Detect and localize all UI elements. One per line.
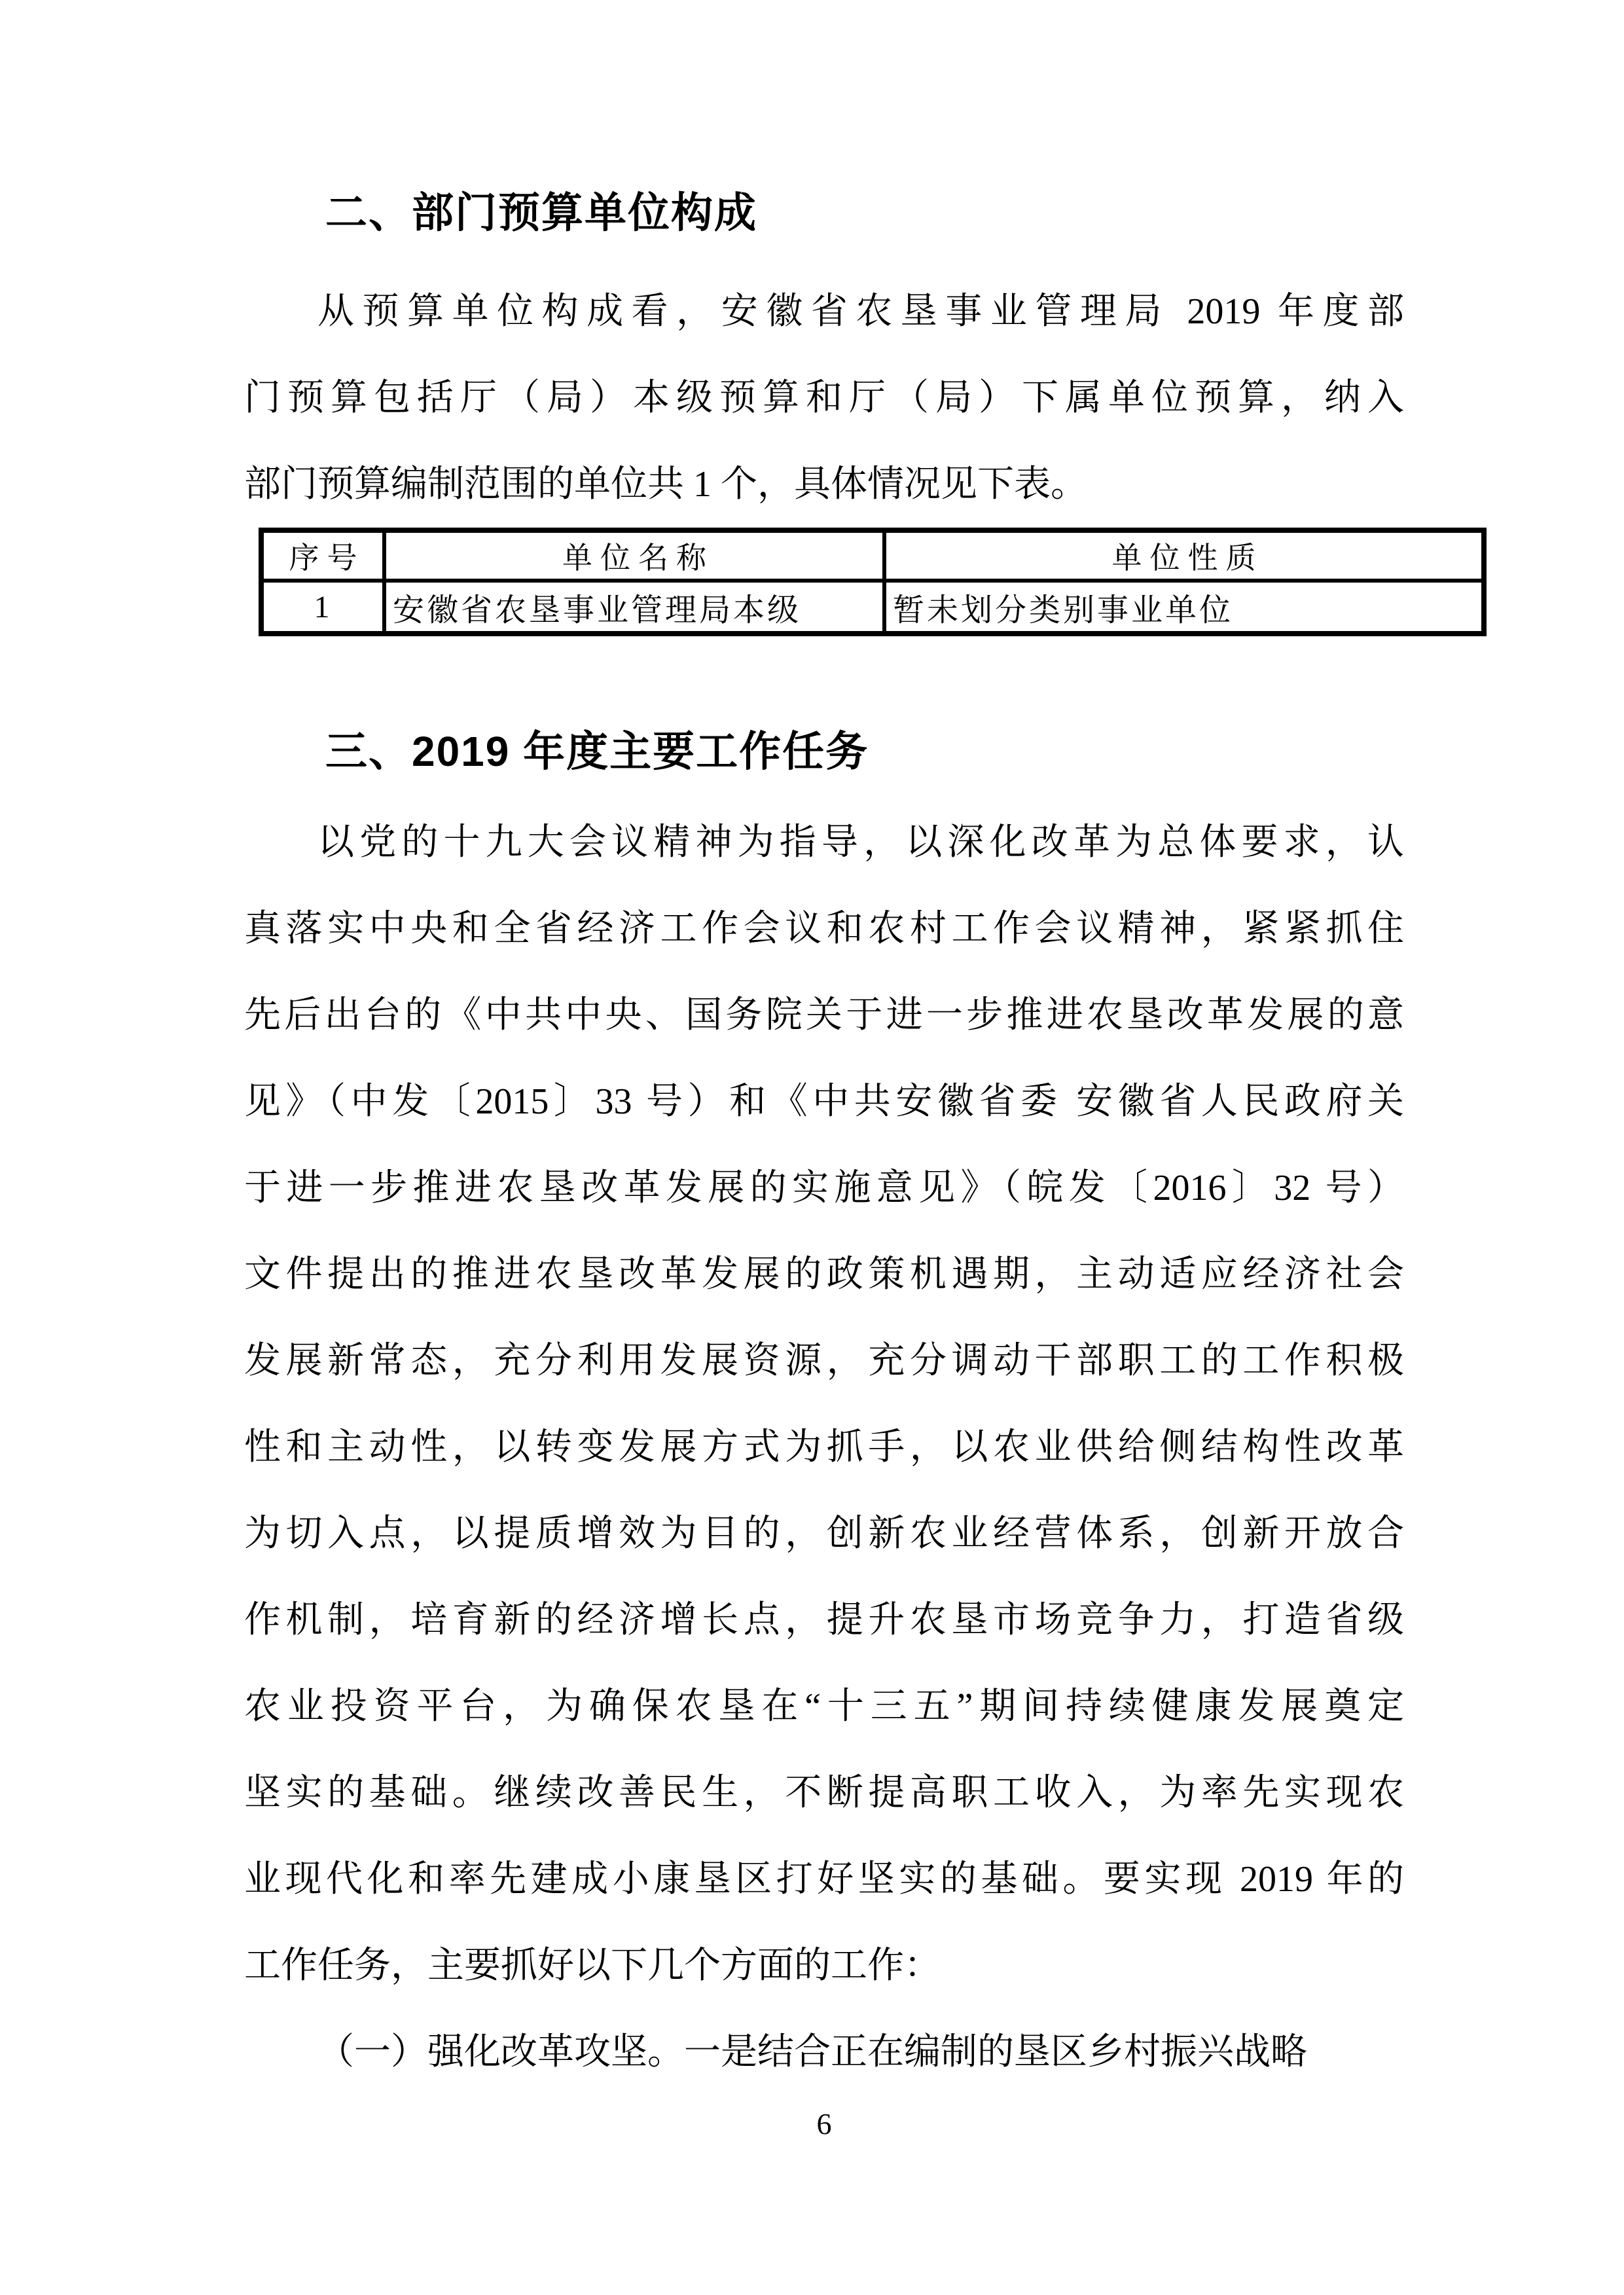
paragraph-line: 于进一步推进农垦改革发展的实施意见》（皖发〔2016〕32 号） <box>244 1168 1404 1208</box>
paragraph-line: 发展新常态，充分利用发展资源，充分调动干部职工的工作积极 <box>244 1341 1404 1381</box>
paragraph-line: 见》（中发〔2015〕33 号）和《中共安徽省委 安徽省人民政府关 <box>244 1081 1404 1122</box>
page-number: 6 <box>816 2107 832 2141</box>
paragraph-line: （一）强化改革攻坚。一是结合正在编制的垦区乡村振兴战略 <box>317 2032 1307 2072</box>
paragraph-line: 农业投资平台，为确保农垦在“十三五”期间持续健康发展奠定 <box>244 1686 1404 1727</box>
table-header-cell: 序号 <box>261 530 384 581</box>
paragraph-line: 以党的十九大会议精神为指导，以深化改革为总体要求，认 <box>317 822 1404 863</box>
section-work-tasks-heading: 三、2019 年度主要工作任务 <box>325 728 869 775</box>
table-cell-unit-name: 安徽省农垦事业管理局本级 <box>384 581 884 634</box>
paragraph-line: 作机制，培育新的经济增长点，提升农垦市场竞争力，打造省级 <box>244 1600 1404 1640</box>
paragraph-line: 文件提出的推进农垦改革发展的政策机遇期，主动适应经济社会 <box>244 1254 1404 1295</box>
paragraph-line: 工作任务，主要抓好以下几个方面的工作： <box>244 1945 941 1986</box>
paragraph-line: 业现代化和率先建成小康垦区打好坚实的基础。要实现 2019 年的 <box>244 1859 1404 1900</box>
section-budget-units-heading: 二、部门预算单位构成 <box>325 189 757 236</box>
paragraph-line: 性和主动性，以转变发展方式为抓手，以农业供给侧结构性改革 <box>244 1427 1404 1468</box>
budget-units-table <box>259 528 1487 636</box>
paragraph-line: 真落实中央和全省经济工作会议和农村工作会议精神，紧紧抓住 <box>244 909 1404 949</box>
table-header-cell: 单位名称 <box>384 530 884 581</box>
table-cell-unit-type: 暂未划分类别事业单位 <box>884 581 1484 634</box>
paragraph-line: 部门预算编制范围的单位共 1 个，具体情况见下表。 <box>244 464 1087 505</box>
work-tasks-paragraph-1 <box>244 799 1404 2009</box>
table-header-cell: 单位性质 <box>884 530 1484 581</box>
work-tasks-paragraph-2 <box>244 2009 1404 2095</box>
paragraph-line: 坚实的基础。继续改善民生，不断提高职工收入，为率先实现农 <box>244 1773 1404 1813</box>
paragraph-line: 从预算单位构成看，安徽省农垦事业管理局 2019 年度部 <box>317 291 1404 332</box>
table-body <box>261 581 1484 634</box>
table-header-row <box>261 530 1484 581</box>
budget-units-paragraph <box>244 268 1404 528</box>
paragraph-line: 先后出台的《中共中央、国务院关于进一步推进农垦改革发展的意 <box>244 995 1404 1036</box>
paragraph-line: 为切入点，以提质增效为目的，创新农业经营体系，创新开放合 <box>244 1513 1404 1554</box>
paragraph-line: 门预算包括厅（局）本级预算和厅（局）下属单位预算，纳入 <box>244 378 1404 418</box>
table-cell-index: 1 <box>261 581 384 634</box>
table-row <box>261 581 1484 634</box>
